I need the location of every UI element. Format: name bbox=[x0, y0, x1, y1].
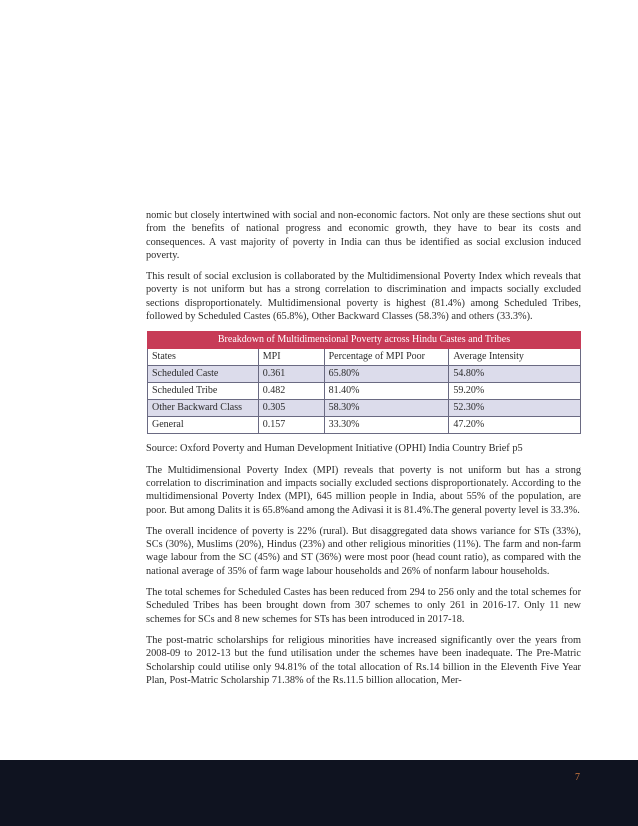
column-header: States bbox=[148, 349, 259, 366]
table-row bbox=[148, 383, 581, 400]
table-cell: 0.305 bbox=[258, 400, 324, 417]
table-cell: 33.30% bbox=[324, 417, 449, 434]
table-cell: 0.157 bbox=[258, 417, 324, 434]
table-cell: 81.40% bbox=[324, 383, 449, 400]
table-cell: General bbox=[148, 417, 259, 434]
table-cell: Other Backward Class bbox=[148, 400, 259, 417]
table-header-row bbox=[148, 349, 581, 366]
table-title: Breakdown of Multidimensional Poverty across Hindu Castes and Tribes bbox=[148, 332, 581, 349]
table-cell: 52.30% bbox=[449, 400, 581, 417]
table-cell: Scheduled Caste bbox=[148, 366, 259, 383]
table-cell: Scheduled Tribe bbox=[148, 383, 259, 400]
table-cell: 47.20% bbox=[449, 417, 581, 434]
table-row bbox=[148, 400, 581, 417]
mpi-table bbox=[147, 331, 581, 434]
column-header: MPI bbox=[258, 349, 324, 366]
table-cell: 58.30% bbox=[324, 400, 449, 417]
table-cell: 0.482 bbox=[258, 383, 324, 400]
table-source: Source: Oxford Poverty and Human Development Initiative (OPHI) India Country Brief p5 bbox=[146, 443, 523, 455]
table-row bbox=[148, 366, 581, 383]
table-row bbox=[148, 417, 581, 434]
table-cell: 65.80% bbox=[324, 366, 449, 383]
paragraph: The post-matric scholarships for religious minorities have increased significantly over the years from 2008-09 to 2012-13 but the fund utilisation under the schemes have been inadequate. The Pre-Matric Scholarship could utilise only 94.81% of the total allocation of Rs.14 billion in the Eleventh Five Year Plan, Post-Matric Scholarship 71.38% of the Rs.11.5 billion allocation, Mer- bbox=[146, 634, 581, 686]
footer-bar bbox=[0, 760, 638, 826]
page-number: 7 bbox=[575, 772, 580, 783]
page-content bbox=[146, 209, 581, 695]
paragraph: The overall incidence of poverty is 22% (rural). But disaggregated data shows variance for STs (33%), SCs (30%), Muslims (20%), Hindus (23%) and other religious minorities (11%). The farm and non-farm wage labour from the SC (45%) and ST (36%) were most poor (head count ratio), as compared with the national average of 35% of farm wage labour households and 26% of nonfarm labour households. bbox=[146, 525, 581, 577]
table-cell: 59.20% bbox=[449, 383, 581, 400]
paragraph: This result of social exclusion is collaborated by the Multidimensional Poverty Index which reveals that poverty is not uniform but has a strong correlation to discrimination and impacts socially excluded sections disproportionately. Multidimensional poverty is highest (81.4%) among Scheduled Tribes, followed by Scheduled Castes (65.8%), Other Backward Classes (58.3%) and others (33.3%). bbox=[146, 271, 581, 323]
table-cell: 54.80% bbox=[449, 366, 581, 383]
paragraph: nomic but closely intertwined with social and non-economic factors. Not only are these sections shut out from the benefits of national progress and economic growth, they have to bear its costs and consequences. A vast majority of poverty in India can thus be identified as social exclusion induced poverty. bbox=[146, 210, 581, 261]
column-header: Percentage of MPI Poor bbox=[324, 349, 449, 366]
column-header: Average Intensity bbox=[449, 349, 581, 366]
paragraph: The total schemes for Scheduled Castes has been reduced from 294 to 256 only and the total schemes for Scheduled Tribes has been brought down from 307 schemes to only 261 in 2016-17. Only 11 new schemes for SCs and 8 new schemes for STs has been introduced in 2017-18. bbox=[146, 587, 581, 625]
paragraph: The Multidimensional Poverty Index (MPI) reveals that poverty is not uniform but has a strong correlation to discrimination and impacts socially excluded sections disproportionately. According to the multidimensional Poverty Index (MPI), 645 million people in India, about 55% of the population, are poor. But among Dalits it is 65.8%and among the Adivasi it is 81.4%.The general poverty level is 33.3%. bbox=[146, 464, 581, 516]
table-cell: 0.361 bbox=[258, 366, 324, 383]
